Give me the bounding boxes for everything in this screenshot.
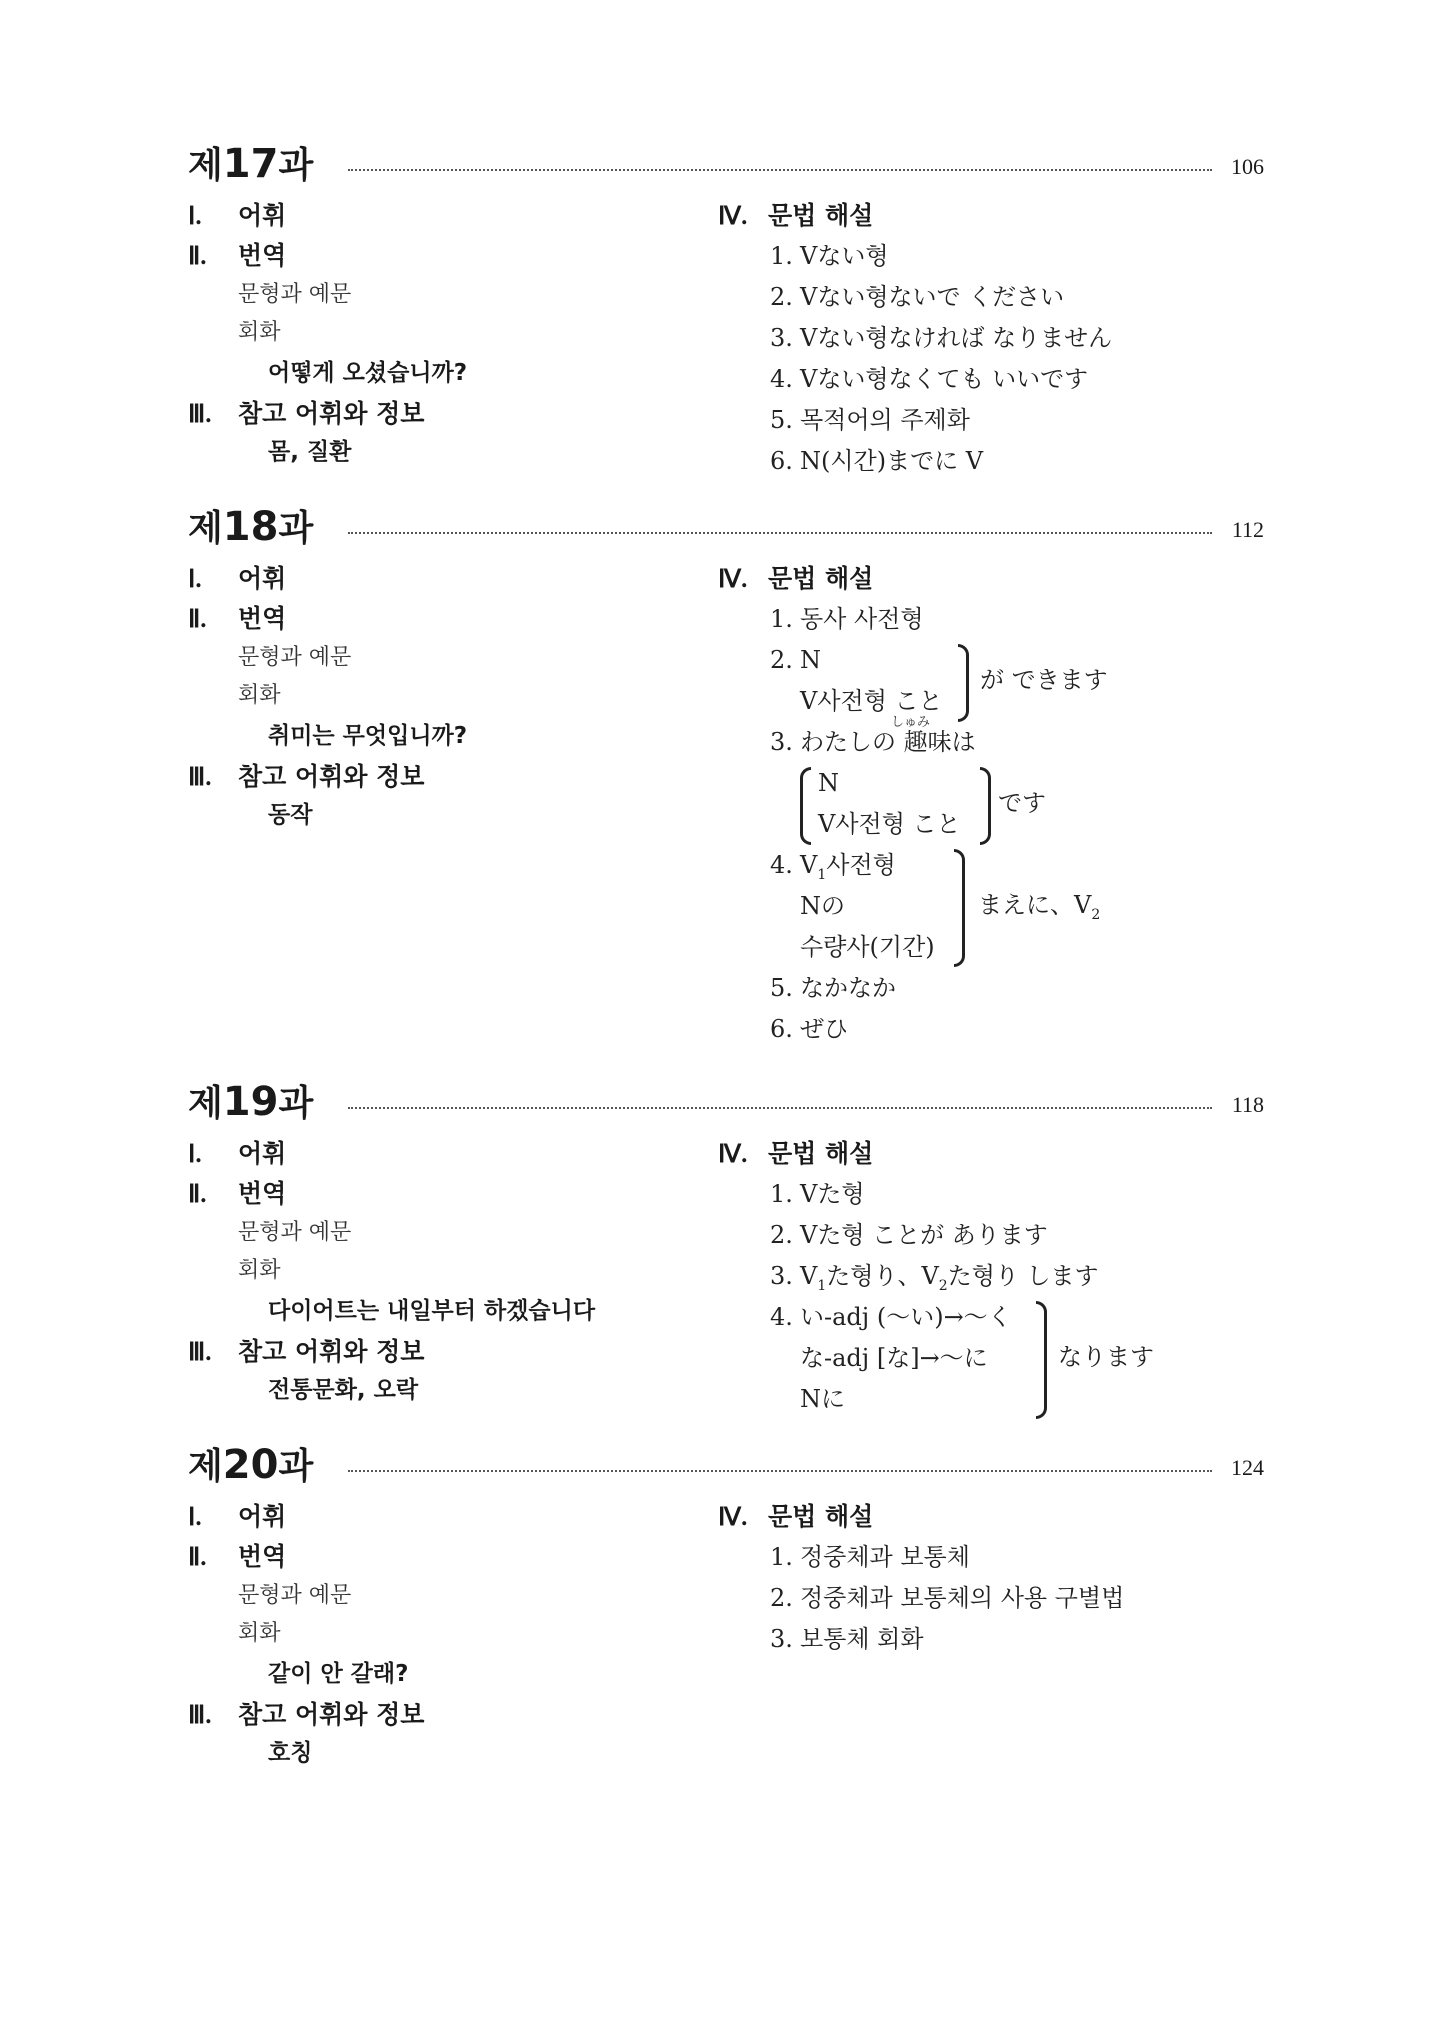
subsection-pattern[interactable]: 문형과 예문 bbox=[238, 1583, 352, 1608]
lesson-number: 18 bbox=[222, 504, 279, 550]
section-vocab[interactable]: Ⅰ. 어휘 bbox=[188, 1139, 287, 1168]
page-number[interactable]: 124 bbox=[1231, 1455, 1264, 1480]
lesson-19 bbox=[188, 1070, 1264, 1413]
section-translation[interactable]: Ⅱ. 번역 bbox=[188, 1179, 287, 1208]
lesson-number: 19 bbox=[222, 1079, 279, 1125]
dot-leader bbox=[348, 1107, 1212, 1109]
subsection-pattern[interactable]: 문형과 예문 bbox=[238, 1220, 352, 1245]
title-suffix: 과 bbox=[278, 145, 314, 186]
lesson-20 bbox=[188, 1433, 1264, 1766]
title-prefix: 제 bbox=[188, 145, 223, 186]
grammar-item[interactable]: 5. 목적어의 주제화 bbox=[770, 406, 970, 434]
section-grammar[interactable]: Ⅳ. 문법 해설 bbox=[718, 564, 874, 593]
section-reference[interactable]: Ⅲ. 참고 어휘와 정보 bbox=[188, 1700, 425, 1729]
grammar-item[interactable]: 1. Vない형 bbox=[770, 242, 889, 270]
reference-topic[interactable]: 몸, 질환 bbox=[268, 439, 352, 465]
lesson-heading bbox=[188, 495, 1264, 559]
dot-leader bbox=[348, 1470, 1212, 1472]
grammar-item-braced[interactable]: 4. い-adj (〜い)→〜く な-adj [な]→〜に Nに なります bbox=[718, 1297, 1278, 1420]
subsection-conversation[interactable]: 회화 bbox=[238, 1258, 281, 1283]
section-grammar[interactable]: Ⅳ. 문법 해설 bbox=[718, 1139, 874, 1168]
lesson-number: 20 bbox=[222, 1442, 279, 1488]
lesson-outline bbox=[188, 196, 688, 470]
section-vocab[interactable]: Ⅰ. 어휘 bbox=[188, 201, 287, 230]
dot-leader bbox=[348, 532, 1212, 534]
lesson-17 bbox=[188, 132, 1264, 475]
lesson-heading bbox=[188, 132, 1264, 196]
grammar-outline bbox=[718, 196, 1278, 482]
title-suffix: 과 bbox=[278, 1446, 314, 1487]
page-number[interactable]: 106 bbox=[1231, 154, 1264, 179]
grammar-outline bbox=[718, 559, 1278, 1050]
section-reference[interactable]: Ⅲ. 참고 어휘와 정보 bbox=[188, 762, 425, 791]
lesson-outline bbox=[188, 1497, 688, 1771]
grammar-item[interactable]: 2. 정중체과 보통체의 사용 구별법 bbox=[770, 1584, 1125, 1612]
grammar-item[interactable]: 3. 보통체 회화 bbox=[770, 1625, 924, 1653]
conversation-title[interactable]: 같이 안 갈래? bbox=[268, 1661, 409, 1687]
grammar-item[interactable]: 1. 동사 사전형 bbox=[770, 605, 924, 633]
section-vocab[interactable]: Ⅰ. 어휘 bbox=[188, 564, 287, 593]
lesson-heading bbox=[188, 1070, 1264, 1134]
conversation-title[interactable]: 어떻게 오셨습니까? bbox=[268, 360, 468, 386]
subsection-conversation[interactable]: 회화 bbox=[238, 1621, 281, 1646]
title-prefix: 제 bbox=[188, 508, 223, 549]
subsection-pattern[interactable]: 문형과 예문 bbox=[238, 282, 352, 307]
grammar-outline bbox=[718, 1134, 1278, 1420]
section-reference[interactable]: Ⅲ. 참고 어휘와 정보 bbox=[188, 1337, 425, 1366]
lesson-title[interactable] bbox=[188, 495, 313, 561]
lesson-heading bbox=[188, 1433, 1264, 1497]
grammar-item-braced[interactable]: 4. $V_1$사전형 Nの 수량사(기간) まえに、$V_2$ bbox=[718, 845, 1278, 968]
page-number[interactable]: 118 bbox=[1231, 1092, 1264, 1117]
reference-topic[interactable]: 호칭 bbox=[268, 1740, 313, 1766]
conversation-title[interactable]: 취미는 무엇입니까? bbox=[268, 723, 468, 749]
conversation-title[interactable]: 다이어트는 내일부터 하겠습니다 bbox=[268, 1298, 596, 1324]
subsection-conversation[interactable]: 회화 bbox=[238, 320, 281, 345]
right-brace bbox=[958, 644, 969, 722]
page-number[interactable]: 112 bbox=[1231, 517, 1264, 542]
grammar-outline bbox=[718, 1497, 1278, 1660]
reference-topic[interactable]: 전통문화, 오락 bbox=[268, 1377, 419, 1403]
section-translation[interactable]: Ⅱ. 번역 bbox=[188, 604, 287, 633]
lesson-18 bbox=[188, 495, 1264, 1043]
right-brace bbox=[1036, 1301, 1047, 1419]
grammar-item[interactable]: 2. Vた형 ことが あります bbox=[770, 1221, 1048, 1249]
grammar-item[interactable]: 5. なかなか bbox=[770, 974, 896, 1002]
grammar-item[interactable]: 1. Vた형 bbox=[770, 1180, 865, 1208]
title-prefix: 제 bbox=[188, 1446, 223, 1487]
section-translation[interactable]: Ⅱ. 번역 bbox=[188, 1542, 287, 1571]
grammar-subitem-braced[interactable]: N V사전형 こと です bbox=[718, 763, 1278, 845]
grammar-item[interactable]: 6. ぜひ bbox=[770, 1015, 848, 1043]
furigana: しゅみ bbox=[891, 715, 931, 730]
section-grammar[interactable]: Ⅳ. 문법 해설 bbox=[718, 1502, 874, 1531]
lesson-title[interactable] bbox=[188, 1070, 313, 1136]
grammar-item-braced[interactable]: 2. N V사전형 こと が できます bbox=[718, 640, 1278, 722]
lesson-title[interactable] bbox=[188, 132, 313, 198]
lesson-outline bbox=[188, 1134, 688, 1408]
grammar-item[interactable]: 3. Vない형なければ なりません bbox=[770, 324, 1113, 352]
grammar-item[interactable]: 2. Vない형ないで ください bbox=[770, 283, 1065, 311]
subsection-pattern[interactable]: 문형과 예문 bbox=[238, 645, 352, 670]
lesson-outline bbox=[188, 559, 688, 833]
title-suffix: 과 bbox=[278, 1083, 314, 1124]
grammar-item[interactable]: 3. わたしの 趣味は しゅみ bbox=[770, 715, 976, 756]
grammar-item[interactable]: 1. 정중체과 보통체 bbox=[770, 1543, 970, 1571]
right-brace bbox=[954, 849, 965, 967]
section-translation[interactable]: Ⅱ. 번역 bbox=[188, 241, 287, 270]
section-reference[interactable]: Ⅲ. 참고 어휘와 정보 bbox=[188, 399, 425, 428]
right-brace bbox=[980, 767, 991, 845]
lesson-title[interactable] bbox=[188, 1433, 313, 1499]
title-prefix: 제 bbox=[188, 1083, 223, 1124]
section-grammar[interactable]: Ⅳ. 문법 해설 bbox=[718, 201, 874, 230]
lesson-number: 17 bbox=[222, 141, 279, 187]
left-brace bbox=[800, 767, 811, 845]
grammar-item[interactable]: 3. $V_1$た형り、$V_2$た형り します bbox=[770, 1262, 1099, 1294]
grammar-item[interactable]: 6. N(시간)までに V bbox=[770, 447, 984, 475]
section-vocab[interactable]: Ⅰ. 어휘 bbox=[188, 1502, 287, 1531]
subsection-conversation[interactable]: 회화 bbox=[238, 683, 281, 708]
title-suffix: 과 bbox=[278, 508, 314, 549]
dot-leader bbox=[348, 169, 1212, 171]
reference-topic[interactable]: 동작 bbox=[268, 802, 313, 828]
grammar-item[interactable]: 4. Vない형なくても いいです bbox=[770, 365, 1089, 393]
